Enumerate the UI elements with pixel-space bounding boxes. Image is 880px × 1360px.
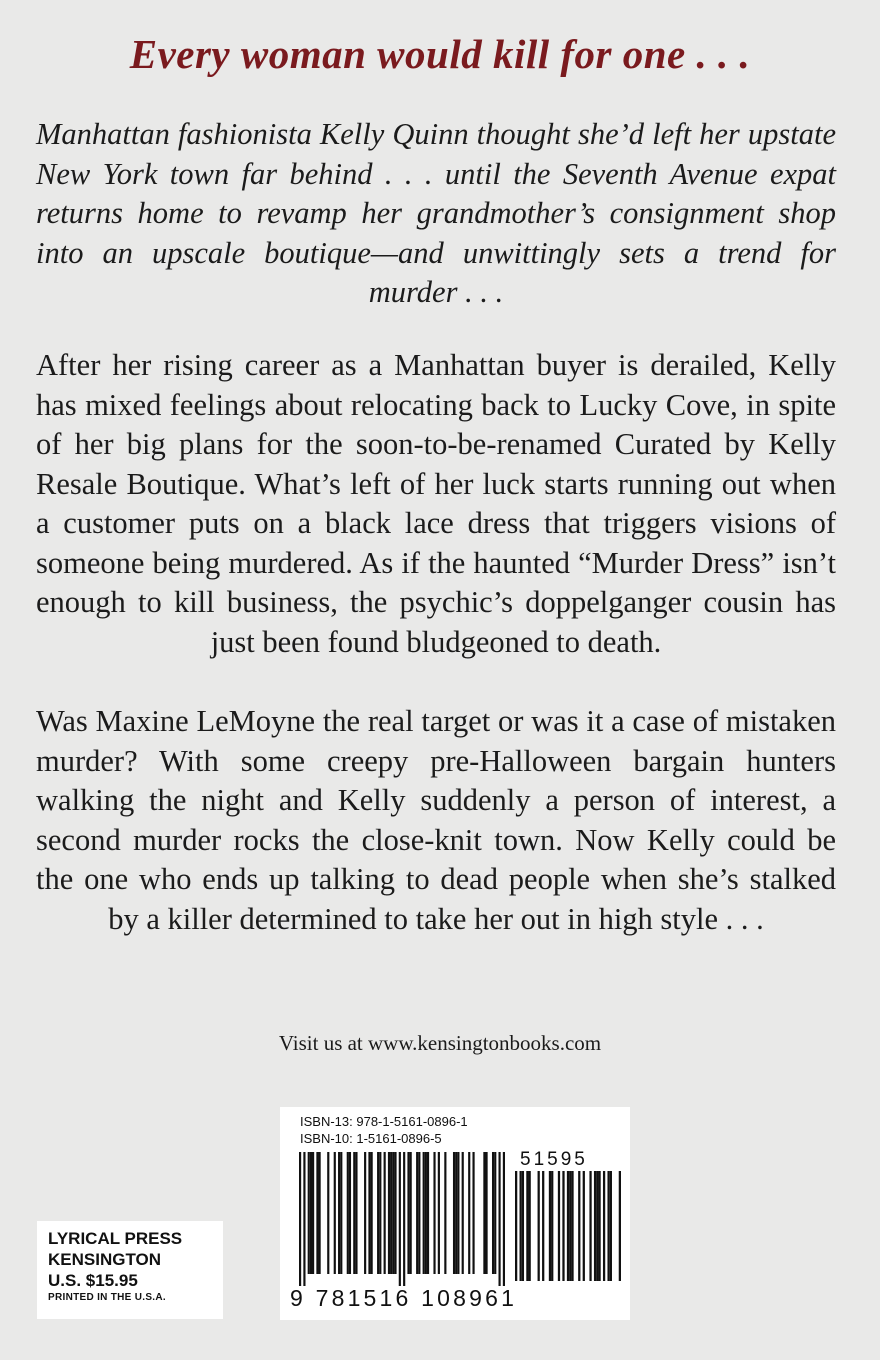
ean13-bar <box>472 1152 474 1274</box>
addon-bar <box>542 1171 544 1281</box>
barcode-panel <box>280 1107 630 1320</box>
addon-bar <box>551 1171 553 1281</box>
ean13-bar <box>349 1152 351 1274</box>
ean13-bar <box>410 1152 412 1274</box>
addon-bar <box>567 1171 569 1281</box>
addon-bar <box>594 1171 596 1281</box>
ean13-bar <box>310 1152 312 1274</box>
ean13-bar <box>394 1152 396 1274</box>
tagline: Every woman would kill for one . . . <box>129 31 751 77</box>
ean13-bar <box>427 1152 429 1274</box>
ean13-barcode <box>299 1152 505 1286</box>
ean13-bar <box>444 1152 446 1274</box>
addon-bar <box>598 1171 600 1281</box>
addon-bar <box>526 1171 528 1281</box>
ean13-bar <box>433 1152 435 1274</box>
ean13-bar <box>453 1152 455 1274</box>
publisher-price-box <box>37 1221 223 1319</box>
addon-bar <box>578 1171 580 1281</box>
ean13-bar <box>327 1152 329 1274</box>
ean13-bar <box>455 1152 457 1274</box>
price-addon-barcode <box>515 1171 621 1281</box>
addon-bar <box>529 1171 531 1281</box>
ean13-bar <box>390 1152 392 1274</box>
isbn-13-label: ISBN-13: 978-1-5161-0896-1 <box>300 1114 468 1129</box>
ean13-bar <box>388 1152 390 1274</box>
ean13-bar <box>368 1152 370 1274</box>
ean13-bar <box>319 1152 321 1274</box>
addon-bar <box>549 1171 551 1281</box>
ean13-bar <box>399 1152 401 1286</box>
ean13-bar <box>340 1152 342 1274</box>
ean13-bar <box>355 1152 357 1274</box>
addon-bar <box>520 1171 522 1281</box>
website-line: Visit us at www.kensingtonbooks.com <box>278 1031 602 1055</box>
addon-bar <box>562 1171 564 1281</box>
ean13-bar <box>457 1152 459 1274</box>
ean13-bar <box>384 1152 386 1274</box>
addon-bar <box>603 1171 605 1281</box>
barcode-human-readable-digits: 9 781516 108961 <box>290 1285 518 1311</box>
ean13-bar <box>416 1152 418 1274</box>
addon-bar <box>583 1171 585 1281</box>
synopsis-paragraph-1: After her rising career as a Manhattan buyer is derailed, Kelly has mixed feelings about relocating back to Lucky Cove, in spite of her big plans for the soon-to-be-renamed Curated by Kelly Resale Boutique. What’s left of her luck starts running out when a customer puts on a black lace dress that triggers visions of someone being murdered. As if the haunted “Murder Dress” isn’t enough to kill business, the psychic’s doppelganger cousin has just been found bludgeoned to death. <box>36 348 836 659</box>
ean13-bar <box>423 1152 425 1274</box>
addon-bar <box>610 1171 612 1281</box>
addon-bar <box>596 1171 598 1281</box>
ean13-bar <box>338 1152 340 1274</box>
publisher-imprint: KENSINGTON <box>48 1250 162 1269</box>
ean13-bar <box>299 1152 301 1286</box>
ean13-bar <box>379 1152 381 1274</box>
addon-bar <box>515 1171 517 1281</box>
ean13-bar <box>494 1152 496 1274</box>
ean13-bar <box>492 1152 494 1274</box>
ean13-bar <box>316 1152 318 1274</box>
addon-bar <box>607 1171 609 1281</box>
ean13-bar <box>503 1152 505 1286</box>
synopsis-paragraph-2: Was Maxine LeMoyne the real target or was it a case of mistaken murder? With some creepy pre-Halloween bargain hunters walking the night and Kelly suddenly a person of interest, a second murder rocks the close-knit town. Now Kelly could be the one who ends up talking to dead people when she’s stalked by a killer determined to take her out in high style . . . <box>36 704 836 936</box>
addon-bar <box>538 1171 540 1281</box>
ean13-bar <box>498 1152 500 1286</box>
ean13-bar <box>303 1152 305 1286</box>
ean13-bar <box>334 1152 336 1274</box>
printed-in-label: PRINTED IN THE U.S.A. <box>48 1292 166 1303</box>
addon-bar <box>569 1171 571 1281</box>
ean13-bar <box>377 1152 379 1274</box>
ean13-bar <box>347 1152 349 1274</box>
ean13-bar <box>438 1152 440 1274</box>
ean13-bar <box>485 1152 487 1274</box>
addon-bar <box>589 1171 591 1281</box>
publisher-name: LYRICAL PRESS <box>48 1229 183 1248</box>
addon-bar <box>558 1171 560 1281</box>
ean13-bar <box>468 1152 470 1274</box>
ean13-bar <box>407 1152 409 1274</box>
addon-bar <box>619 1171 621 1281</box>
ean13-bar <box>392 1152 394 1274</box>
ean13-bar <box>403 1152 405 1286</box>
ean13-bar <box>308 1152 310 1274</box>
price-code-digits: 51595 <box>520 1149 588 1170</box>
ean13-bar <box>483 1152 485 1274</box>
addon-bar <box>571 1171 573 1281</box>
teaser-blurb: Manhattan fashionista Kelly Quinn thought she’d left her upstate New York town far behind . . . until the Seventh Avenue expat returns home to revamp her grandmother’s consignment shop into an upscale boutique—and unwittingly sets a trend for murder . . . <box>36 117 836 309</box>
ean13-bar <box>364 1152 366 1274</box>
retail-price: U.S. $15.95 <box>48 1271 138 1290</box>
isbn-10-label: ISBN-10: 1-5161-0896-5 <box>300 1131 442 1146</box>
ean13-bar <box>462 1152 464 1274</box>
ean13-bar <box>371 1152 373 1274</box>
ean13-bar <box>418 1152 420 1274</box>
addon-bar <box>522 1171 524 1281</box>
ean13-bar <box>353 1152 355 1274</box>
ean13-bar <box>425 1152 427 1274</box>
ean13-bar <box>312 1152 314 1274</box>
